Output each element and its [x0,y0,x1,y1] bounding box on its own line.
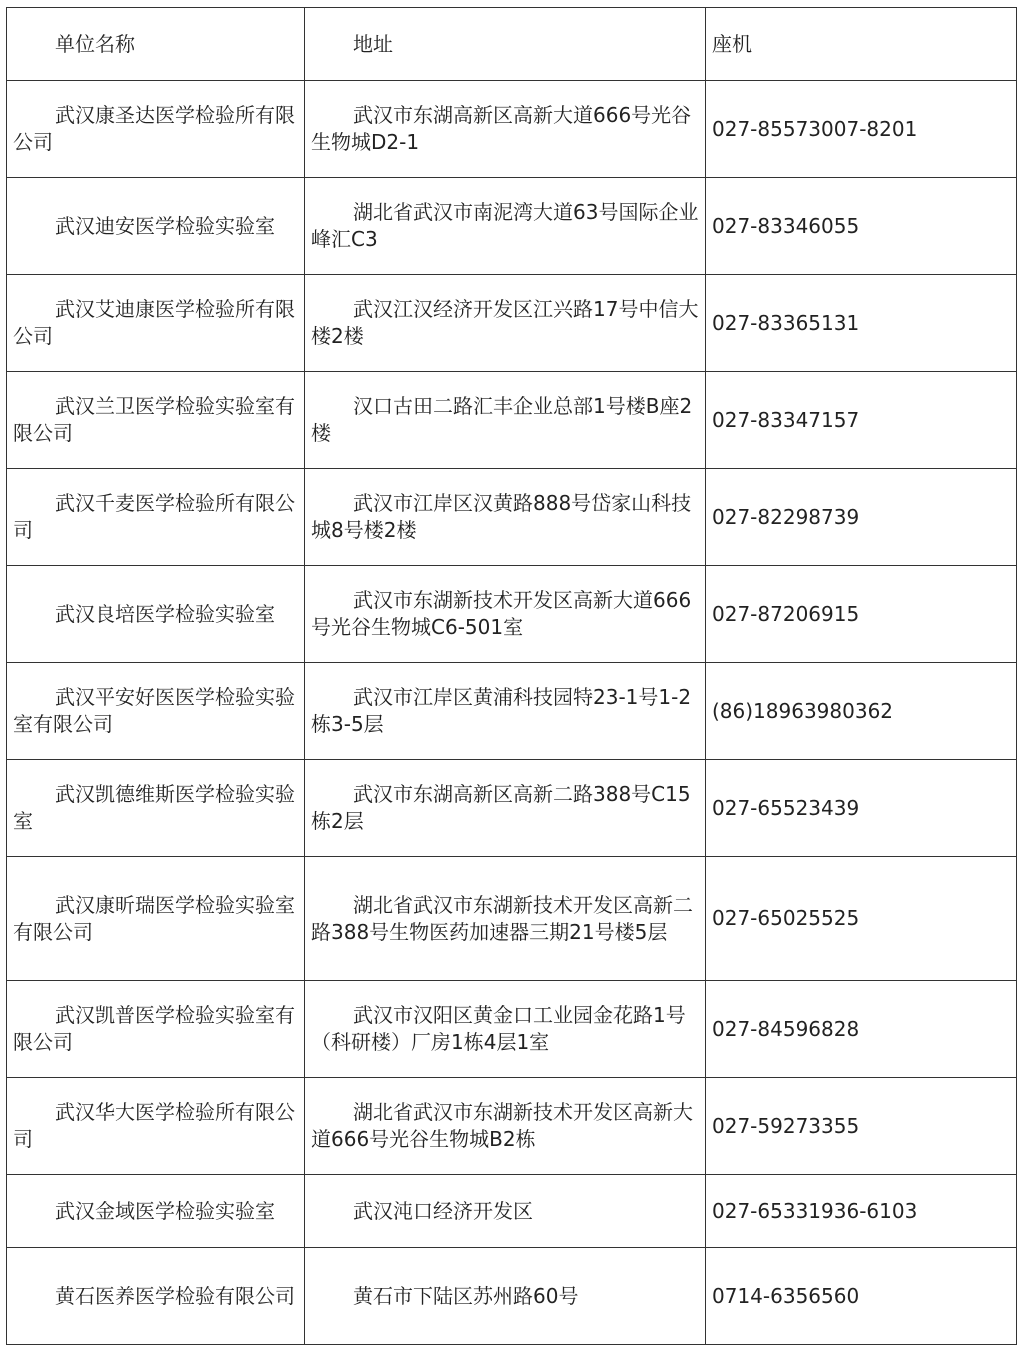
address-cell: 武汉江汉经济开发区江兴路17号中信大楼2楼 [305,275,706,372]
phone-cell: 027-87206915 [706,566,1017,663]
unit-name-cell: 武汉康昕瑞医学检验实验室有限公司 [7,857,305,981]
phone-cell: (86)18963980362 [706,663,1017,760]
table-row [7,1175,1017,1248]
phone-cell: 027-65331936-6103 [706,1175,1017,1248]
table-row [7,857,1017,981]
phone-cell: 027-84596828 [706,981,1017,1078]
table-row [7,566,1017,663]
table-row [7,372,1017,469]
unit-name-cell: 武汉华大医学检验所有限公司 [7,1078,305,1175]
phone-cell: 027-83346055 [706,178,1017,275]
phone-cell: 027-85573007-8201 [706,81,1017,178]
address-cell: 武汉市汉阳区黄金口工业园金花路1号（科研楼）厂房1栋4层1室 [305,981,706,1078]
table-row [7,760,1017,857]
table-row [7,1078,1017,1175]
unit-name-cell: 武汉康圣达医学检验所有限公司 [7,81,305,178]
unit-name-cell: 武汉凯普医学检验实验室有限公司 [7,981,305,1078]
unit-name-cell: 武汉兰卫医学检验实验室有限公司 [7,372,305,469]
address-cell: 武汉沌口经济开发区 [305,1175,706,1248]
table-body [7,8,1017,1345]
address-cell: 武汉市江岸区黄浦科技园特23-1号1-2栋3-5层 [305,663,706,760]
phone-cell: 027-65523439 [706,760,1017,857]
table-row [7,81,1017,178]
unit-name-cell: 武汉迪安医学检验实验室 [7,178,305,275]
unit-name-cell: 武汉良培医学检验实验室 [7,566,305,663]
table-row [7,275,1017,372]
address-cell: 湖北省武汉市东湖新技术开发区高新大道666号光谷生物城B2栋 [305,1078,706,1175]
address-cell: 湖北省武汉市南泥湾大道63号国际企业峰汇C3 [305,178,706,275]
unit-name-cell: 武汉金域医学检验实验室 [7,1175,305,1248]
unit-name-cell: 武汉凯德维斯医学检验实验室 [7,760,305,857]
unit-name-cell: 武汉千麦医学检验所有限公司 [7,469,305,566]
address-cell: 武汉市江岸区汉黄路888号岱家山科技城8号楼2楼 [305,469,706,566]
address-cell: 武汉市东湖高新区高新二路388号C15栋2层 [305,760,706,857]
lab-directory-table [6,7,1017,1345]
phone-cell: 027-83365131 [706,275,1017,372]
header-phone: 座机 [706,8,1017,81]
unit-name-cell: 黄石医养医学检验有限公司 [7,1248,305,1345]
table-row [7,981,1017,1078]
table-row [7,178,1017,275]
address-cell: 黄石市下陆区苏州路60号 [305,1248,706,1345]
phone-cell: 027-65025525 [706,857,1017,981]
table-row [7,469,1017,566]
phone-cell: 027-82298739 [706,469,1017,566]
unit-name-cell: 武汉平安好医医学检验实验室有限公司 [7,663,305,760]
phone-cell: 027-83347157 [706,372,1017,469]
address-cell: 武汉市东湖新技术开发区高新大道666号光谷生物城C6-501室 [305,566,706,663]
table-row [7,1248,1017,1345]
table-row [7,663,1017,760]
phone-cell: 027-59273355 [706,1078,1017,1175]
address-cell: 武汉市东湖高新区高新大道666号光谷生物城D2-1 [305,81,706,178]
table-header-row [7,8,1017,81]
address-cell: 汉口古田二路汇丰企业总部1号楼B座2楼 [305,372,706,469]
header-unit-name: 单位名称 [7,8,305,81]
header-address: 地址 [305,8,706,81]
unit-name-cell: 武汉艾迪康医学检验所有限公司 [7,275,305,372]
address-cell: 湖北省武汉市东湖新技术开发区高新二路388号生物医药加速器三期21号楼5层 [305,857,706,981]
phone-cell: 0714-6356560 [706,1248,1017,1345]
